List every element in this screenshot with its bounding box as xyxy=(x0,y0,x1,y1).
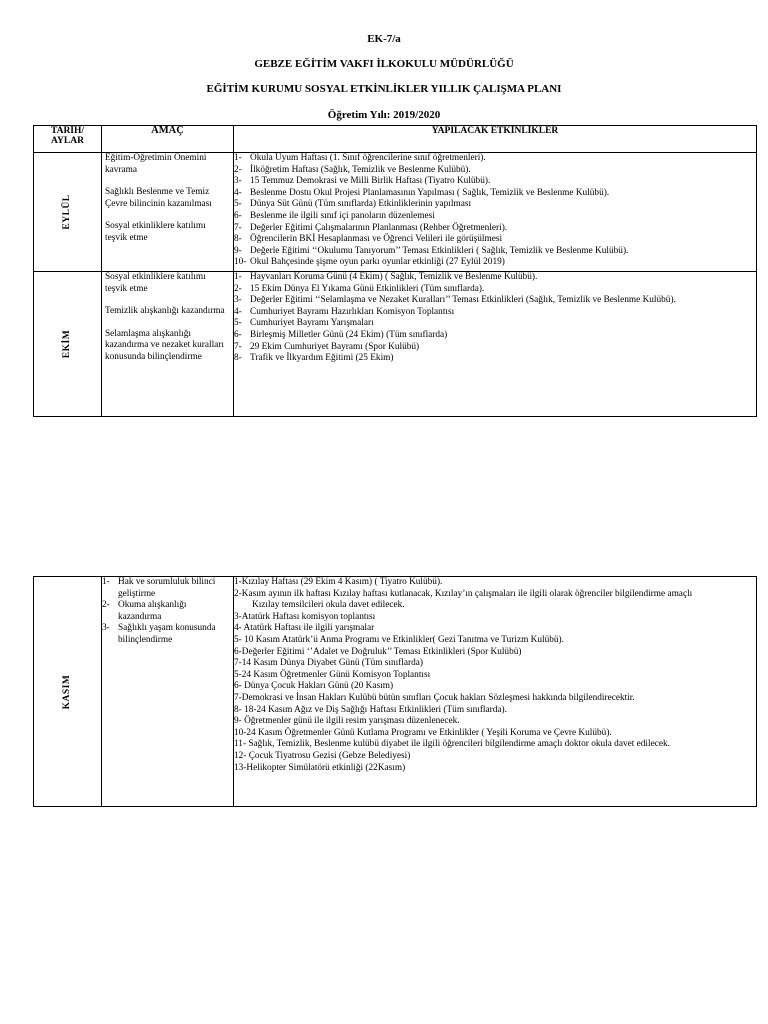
activity-item xyxy=(234,246,756,258)
activity-text: Okul Bahçesinde şişme oyun parkı oyunlar etkinliği (27 Eylül 2019) xyxy=(250,257,505,268)
activity-item xyxy=(234,223,756,235)
activities-cell-kasim xyxy=(234,577,757,807)
activity-text: Öğrencilerin BKİ Hesaplanması ve Öğrenci Velileri ile görüşülmesi xyxy=(250,234,503,245)
activity-item: 5-24 Kasım Öğretmenler Günü Komisyon Toplantısı xyxy=(234,669,431,680)
activity-item: 5- 10 Kasım Atatürk’ü Anma Programı ve Etkinlikler( Gezi Tanıtma ve Turizm Kulübü). xyxy=(234,634,564,645)
activity-text: Cumhuriyet Bayramı Hazırlıkları Komisyon Toplantısı xyxy=(250,306,455,317)
activity-item xyxy=(234,330,756,342)
activity-item: 2-Kasım ayının ilk haftası Kızılay haftası kutlanacak, Kızılay’ın çalışmaları ile ilgili olarak öğrenciler bilgilendirme amaçlı xyxy=(234,588,693,599)
school-name: GEBZE EĞİTİM VAKFI İLKOKULU MÜDÜRLÜĞÜ xyxy=(254,58,514,70)
goal-item: Sosyal etkinliklere katılımı teşvik etme xyxy=(105,272,206,294)
activity-text: 15 Ekim Dünya El Yıkama Günü Etkinlikleri (Tüm sınıflarda). xyxy=(250,283,485,294)
activity-number: 6- xyxy=(234,329,242,340)
goal-text: Hak ve sorumluluk bilinci geliştirme xyxy=(118,577,216,599)
activity-item: 7-Demokrasi ve İnsan Hakları Kulübü bütün sınıfları Çocuk hakları Sözleşmesi hakkında bilgilendirecektir. xyxy=(234,692,635,703)
activities-cell-ekim xyxy=(234,272,757,417)
goals-cell-eylul xyxy=(102,153,234,272)
activity-text: Beslenme ile ilgili sınıf içi panoların düzenlemesi xyxy=(250,210,435,221)
activity-number: 5- xyxy=(234,318,242,329)
activity-item: 11- Sağlık, Temizlik, Beslenme kulübü diyabet ile ilgili öğrencileri bilgilendirme amaçlı doktor okula davet edilecek. xyxy=(234,739,670,750)
goal-item xyxy=(102,623,233,646)
activity-number: 8- xyxy=(234,234,242,245)
month-row-kasim xyxy=(34,577,757,807)
activity-item: 13-Helikopter Simülatörü etkinliği (22Kasım) xyxy=(234,762,406,773)
activity-item: 4- Atatürk Haftası ile ilgili yarışmalar xyxy=(234,623,375,634)
activity-item xyxy=(234,234,756,246)
activity-item: 1-Kızılay Haftası (29 Ekim 4 Kasım) ( Tiyatro Kulübü). xyxy=(234,577,443,587)
goal-number: 2- xyxy=(102,600,110,611)
activity-number: 3- xyxy=(234,176,242,187)
activity-item xyxy=(234,165,756,177)
goal-item: Sağlıklı Beslenme ve Temiz Çevre bilincinin kazanılması xyxy=(105,187,212,209)
academic-year: Öğretim Yılı: 2019/2020 xyxy=(327,109,441,121)
activity-item xyxy=(234,188,756,200)
activity-item xyxy=(234,176,756,188)
activity-number: 5- xyxy=(234,199,242,210)
goal-number: 3- xyxy=(102,623,110,634)
activity-item: 10-24 Kasım Öğretmenler Günü Kutlama Programı ve Etkinlikler ( Yeşili Koruma ve Çevre Kulübü). xyxy=(234,727,612,738)
goal-item: Selamlaşma alışkanlığı kazandırma ve nezaket kuralları konusunda bilinçlendirme xyxy=(105,328,224,362)
activity-text: Trafik ve İlkyardım Eğitimi (25 Ekim) xyxy=(250,353,394,364)
goal-item: Eğitim-Öğretimin Önemini kavrama xyxy=(105,153,207,175)
activity-text: 29 Ekim Cumhuriyet Bayramı (Spor Kulübü) xyxy=(250,341,420,352)
activity-number: 7- xyxy=(234,341,242,352)
month-row-ekim xyxy=(34,272,757,417)
activity-item xyxy=(234,257,756,269)
activity-item: 9- Öğretmenler günü ile ilgili resim yarışması düzenlenecek. xyxy=(234,716,460,727)
activity-item xyxy=(234,153,756,165)
goal-item: Sosyal etkinliklere katılımı teşvik etme xyxy=(105,221,206,243)
activity-number: 1- xyxy=(234,272,242,282)
activity-text: Dünya Süt Günü (Tüm sınıflarda) Etkinliklerinin yapılması xyxy=(250,199,472,210)
goal-item xyxy=(102,577,233,600)
plan-table-bottom xyxy=(33,576,757,807)
month-label-eylul: EYLÜL xyxy=(61,194,72,230)
activity-number: 1- xyxy=(234,153,242,163)
goal-item: Temizlik alışkanlığı kazandırma xyxy=(105,306,225,317)
activity-item xyxy=(234,272,756,284)
activity-item xyxy=(234,284,756,296)
header-date-months xyxy=(34,126,102,153)
activity-number: 4- xyxy=(234,187,242,198)
goals-cell-kasim xyxy=(102,577,234,807)
activity-item xyxy=(234,318,756,330)
activity-text: İlköğretim Haftası (Sağlık, Temizlik ve Beslenme Kulübü). xyxy=(250,164,471,175)
activity-number: 10- xyxy=(234,257,247,268)
activity-item xyxy=(234,295,756,307)
activity-number: 9- xyxy=(234,245,242,256)
activity-text: Okula Uyum Haftası (1. Sınıf öğrencilerine sınıf öğretmenleri). xyxy=(250,153,486,163)
header-activities: YAPILACAK ETKİNLİKLER xyxy=(234,126,757,153)
activity-number: 3- xyxy=(234,295,242,306)
month-cell-ekim xyxy=(34,272,102,417)
activity-item xyxy=(234,211,756,223)
plan-title: EĞİTİM KURUMU SOSYAL ETKİNLİKLER YILLIK ÇALIŞMA PLANI xyxy=(206,83,562,95)
activity-text: Birleşmiş Milletler Günü (24 Ekim) (Tüm sınıflarda) xyxy=(250,329,448,340)
activity-text: Değerler Eğitimi ‘‘Selamlaşma ve Nezaket Kuralları’’ Teması Etkinlikleri (Sağlık, Temizlik ve Beslenme Kulübü). xyxy=(250,295,676,306)
plan-table-top xyxy=(33,125,757,417)
goal-text: Sağlıklı yaşam konusunda bilinçlendirme xyxy=(118,623,216,645)
activity-item-continuation: Kızılay temsilcileri okula davet edilecek. xyxy=(252,600,405,611)
month-cell-eylul xyxy=(34,153,102,272)
activity-number: 2- xyxy=(234,283,242,294)
activity-item: 6- Dünya Çocuk Hakları Günü (20 Kasım) xyxy=(234,681,394,692)
table-header-row xyxy=(34,126,757,153)
goal-number: 1- xyxy=(102,577,110,587)
activity-number: 8- xyxy=(234,353,242,364)
activity-item: 6-Değerler Eğitimi ‘’Adalet ve Doğruluk’’ Teması Etkinlikleri (Spor Kulübü) xyxy=(234,646,522,657)
activity-text: Beslenme Dostu Okul Projesi Planlamasının Yapılması ( Sağlık, Temizlik ve Beslenme Kulübü). xyxy=(250,187,610,198)
activity-item: 7-14 Kasım Dünya Diyabet Günü (Tüm sınıflarda) xyxy=(234,658,423,669)
activity-item: 3-Atatürk Haftası komisyon toplantısı xyxy=(234,611,376,622)
activity-item xyxy=(234,353,756,365)
header-goal: AMAÇ xyxy=(102,126,234,153)
goals-cell-ekim xyxy=(102,272,234,417)
annex-label: EK-7/a xyxy=(367,33,401,45)
activity-number: 4- xyxy=(234,306,242,317)
activity-item: 12- Çocuk Tiyatrosu Gezisi (Gebze Belediyesi) xyxy=(234,750,411,761)
activity-item xyxy=(234,307,756,319)
activity-item: 8- 18-24 Kasım Ağız ve Diş Sağlığı Haftası Etkinlikleri (Tüm sınıflarda). xyxy=(234,704,507,715)
month-label-ekim: EKİM xyxy=(61,329,72,359)
activity-number: 7- xyxy=(234,222,242,233)
goal-item xyxy=(102,600,233,623)
goal-text: Okuma alışkanlığı kazandırma xyxy=(118,600,187,622)
month-label-kasim: KASIM xyxy=(61,674,72,709)
header-date-line1: TARİH/ xyxy=(50,126,85,136)
activity-number: 2- xyxy=(234,164,242,175)
activity-text: Değerler Eğitimi Çalışmalarının Planlanması (Rehber Öğretmenleri). xyxy=(250,222,508,233)
activity-number: 6- xyxy=(234,210,242,221)
month-cell-kasim xyxy=(34,577,102,807)
activities-cell-eylul xyxy=(234,153,757,272)
activity-text: Değerle Eğitimi ‘‘Okulumu Tanıyorum’’ Teması Etkinlikleri ( Sağlık, Temizlik ve Beslenme Kulübü). xyxy=(250,245,629,256)
activity-item xyxy=(234,342,756,354)
month-row-eylul xyxy=(34,153,757,272)
header-date-line2: AYLAR xyxy=(51,136,84,146)
activity-text: Hayvanları Koruma Günü (4 Ekim) ( Sağlık, Temizlik ve Beslenme Kulübü). xyxy=(250,272,538,282)
activity-text: Cumhuriyet Bayramı Yarışmaları xyxy=(250,318,374,329)
activity-item xyxy=(234,199,756,211)
activity-text: 15 Temmuz Demokrasi ve Milli Birlik Haftası (Tiyatro Kulübü). xyxy=(250,176,491,187)
